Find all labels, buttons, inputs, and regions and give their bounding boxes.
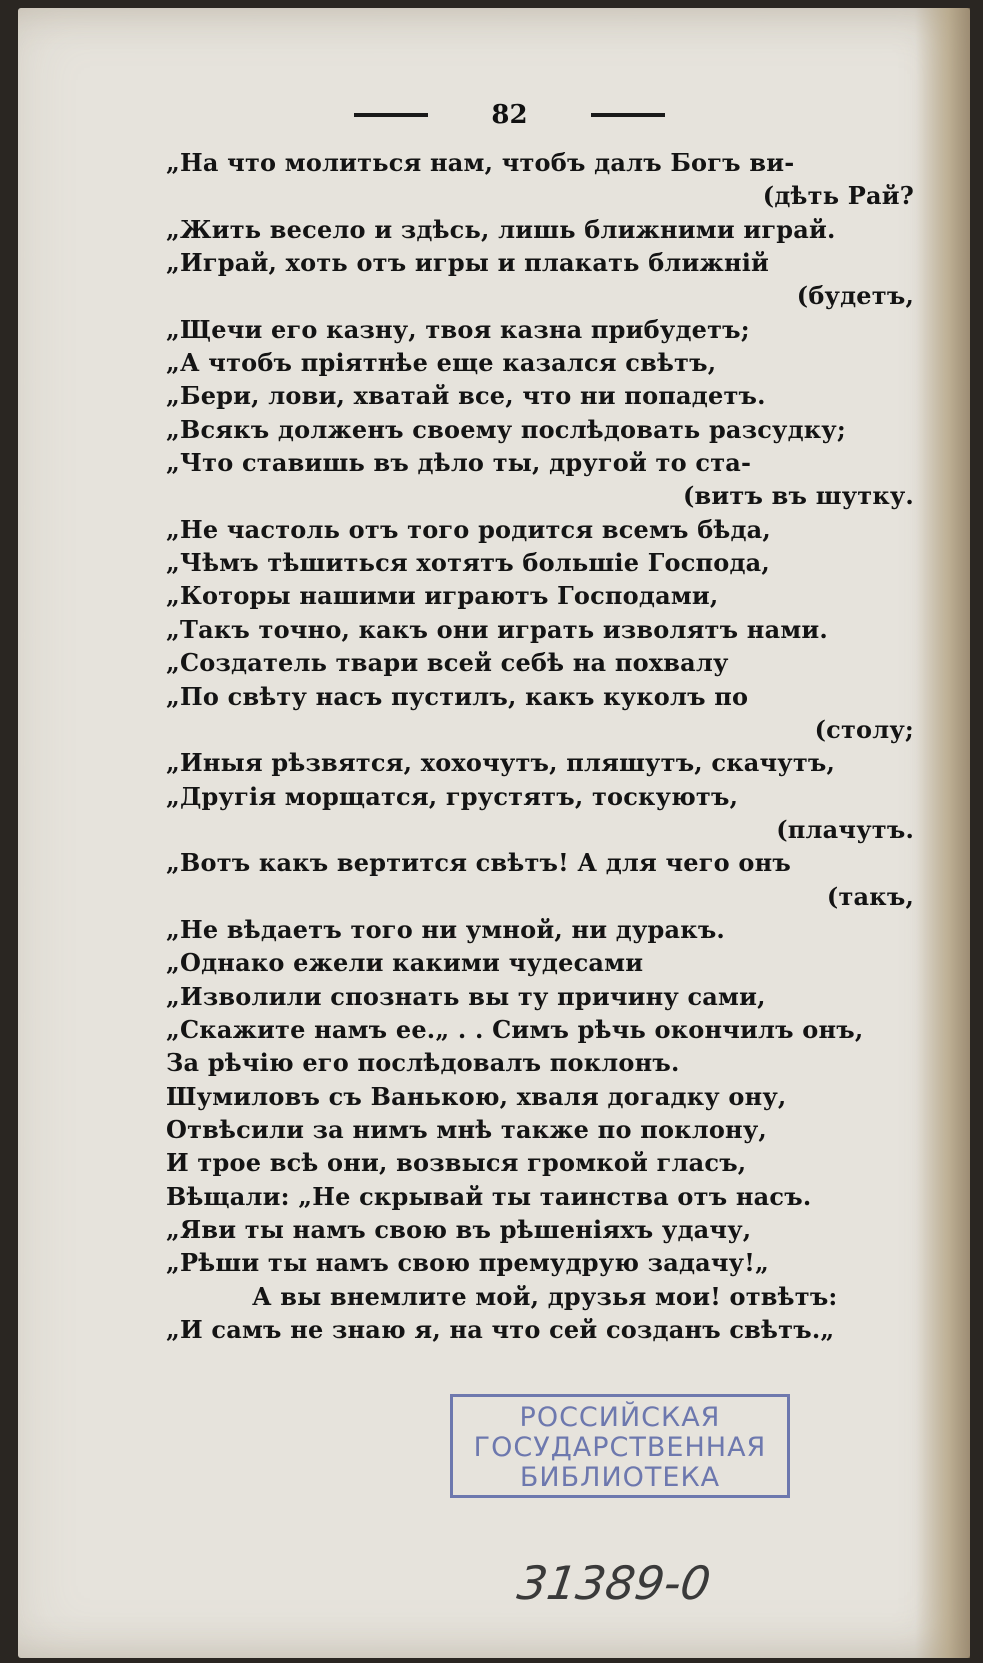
- library-stamp: [450, 1394, 790, 1498]
- stamp-line: РОССИЙСКАЯ: [519, 1402, 721, 1433]
- text-line: (будетъ,: [796, 281, 914, 311]
- text-line: „На что молиться нам, чтобъ далъ Богъ ви-: [166, 148, 795, 177]
- inventory-number: 31389-0: [514, 1556, 714, 1610]
- text-line: „И самъ не знаю я, на что сей созданъ свѣтъ.„: [166, 1315, 835, 1345]
- text-line: (витъ въ шутку.: [683, 481, 914, 511]
- text-line: „А чтобъ пріятнѣе еще казался свѣтъ,: [166, 348, 717, 378]
- poem-text: [166, 146, 926, 1346]
- text-line: „Рѣши ты намъ свою премудрую задачу!„: [166, 1248, 769, 1278]
- text-line: „Бери, лови, хватай все, что ни попадетъ.: [166, 381, 766, 411]
- page-number: 82: [491, 100, 528, 130]
- text-line: (столу;: [814, 714, 914, 744]
- text-line: А вы внемлите мой, друзья мои! отвѣтъ:: [252, 1281, 838, 1311]
- text-line: „Иныя рѣзвятся, хохочутъ, пляшутъ, скачутъ,: [166, 748, 836, 778]
- text-line: (плачутъ.: [776, 814, 914, 844]
- text-line: „Однако ежели какими чудесами: [166, 948, 644, 978]
- text-line: „Чѣмъ тѣшиться хотятъ большіе Господа,: [166, 548, 770, 578]
- text-line: „Щечи его казну, твоя казна прибудетъ;: [166, 314, 750, 344]
- text-line: „Другія морщатся, грустятъ, тоскуютъ,: [166, 781, 739, 811]
- stamp-line: ГОСУДАРСТВЕННАЯ: [473, 1432, 767, 1463]
- text-line: „Всякъ долженъ своему послѣдовать разсудку;: [166, 414, 846, 444]
- text-line: „Скажите намъ ее.„ . . Симъ рѣчь окончилъ онъ,: [166, 1014, 864, 1044]
- text-line: „Создатель твари всей себѣ на похвалу: [166, 648, 729, 678]
- book-page: [18, 8, 970, 1658]
- text-line: „Не вѣдаетъ того ни умной, ни дуракъ.: [166, 914, 725, 944]
- text-line: „Которы нашими играютъ Господами,: [166, 581, 719, 611]
- text-line: „Не частоль отъ того родится всемъ бѣда,: [166, 514, 771, 544]
- header-rule-right: [591, 113, 665, 117]
- text-line: „Такъ точно, какъ они играть изволятъ нами.: [166, 614, 828, 644]
- page-header: [18, 100, 983, 130]
- text-line: „Что ставишь въ дѣло ты, другой то ста-: [166, 448, 752, 478]
- text-line: „Играй, хоть отъ игры и плакать ближній: [166, 248, 770, 278]
- text-line: „Вотъ какъ вертится свѣтъ! А для чего онъ: [166, 848, 792, 878]
- text-line: Вѣщали: „Не скрывай ты таинства отъ насъ.: [166, 1181, 812, 1211]
- header-rule-left: [354, 113, 428, 117]
- text-line: Отвѣсили за нимъ мнѣ также по поклону,: [166, 1114, 767, 1144]
- text-line: И трое всѣ они, возвыся громкой гласъ,: [166, 1148, 747, 1178]
- text-line: „Изволили спознать вы ту причину сами,: [166, 981, 766, 1011]
- text-line: Шумиловъ съ Ванькою, хваля догадку ону,: [166, 1081, 787, 1111]
- text-line: (такъ,: [826, 881, 914, 911]
- text-line: (дѣть Рай?: [762, 181, 914, 211]
- stamp-line: БИБЛИОТЕКА: [519, 1462, 721, 1493]
- text-line: „По свѣту насъ пустилъ, какъ куколъ по: [166, 681, 749, 711]
- text-line: „Жить весело и здѣсь, лишь ближними играй.: [166, 214, 836, 244]
- text-line: За рѣчію его послѣдовалъ поклонъ.: [166, 1048, 680, 1078]
- text-line: „Яви ты намъ свою въ рѣшеніяхъ удачу,: [166, 1215, 752, 1244]
